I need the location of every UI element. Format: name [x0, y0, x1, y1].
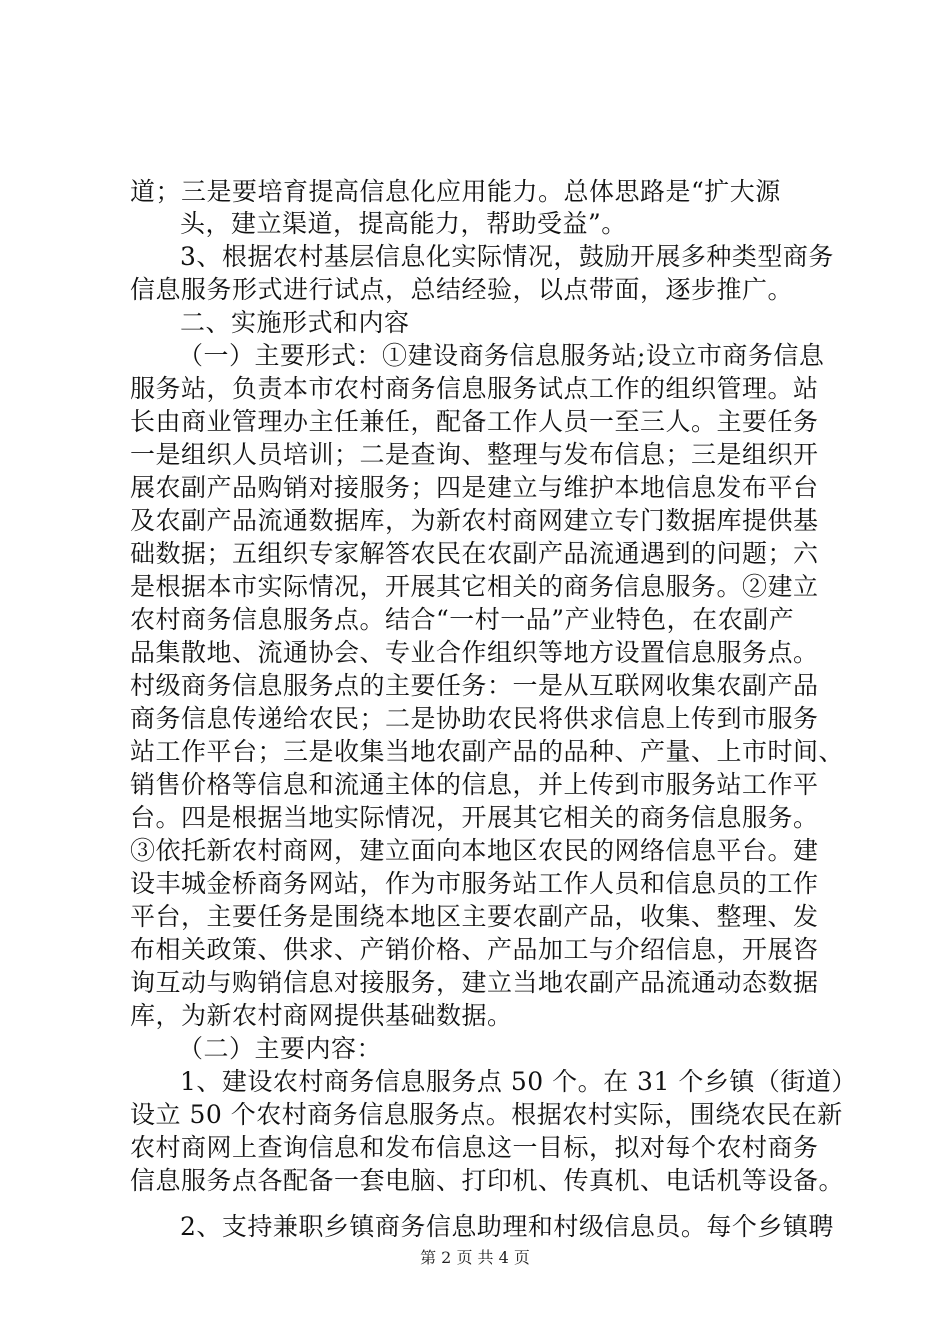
- text-line: 1、建设农村商务信息服务点 50 个。在 31 个乡镇（街道）: [180, 1067, 857, 1096]
- text-line: 3、根据农村基层信息化实际情况，鼓励开展多种类型商务: [180, 242, 834, 271]
- text-line: 展农副产品购销对接服务；四是建立与维护本地信息发布平台: [130, 473, 819, 502]
- text-line: 布相关政策、供求、产销价格、产品加工与介绍信息，开展咨: [130, 935, 819, 964]
- text-line: 长由商业管理办主任兼任，配备工作人员一至三人。主要任务: [130, 407, 819, 436]
- text-line: 库，为新农村商网提供基础数据。: [130, 1001, 513, 1030]
- text-line: ③依托新农村商网，建立面向本地区农民的网络信息平台。建: [130, 836, 819, 865]
- text-line: 商务信息传递给农民；二是协助农民将供求信息上传到市服务: [130, 704, 819, 733]
- text-line: 销售价格等信息和流通主体的信息，并上传到市服务站工作平: [130, 770, 819, 799]
- text-line: 平台，主要任务是围绕本地区主要农副产品，收集、整理、发: [130, 902, 819, 931]
- text-line: 信息服务形式进行试点，总结经验，以点带面，逐步推广。: [130, 275, 794, 304]
- text-line: 及农副产品流通数据库，为新农村商网建立专门数据库提供基: [130, 506, 819, 535]
- text-line: 设丰城金桥商务网站，作为市服务站工作人员和信息员的工作: [130, 869, 819, 898]
- text-line: 村级商务信息服务点的主要任务：一是从互联网收集农副产品: [130, 671, 819, 700]
- subsection-heading: （二）主要内容：: [178, 1034, 383, 1063]
- text-line: 是根据本市实际情况，开展其它相关的商务信息服务。②建立: [130, 572, 819, 601]
- text-line: 2、支持兼职乡镇商务信息助理和村级信息员。每个乡镇聘: [180, 1212, 834, 1241]
- text-line: （一）主要形式：①建设商务信息服务站;设立市商务信息: [178, 341, 825, 370]
- text-line: 台。四是根据当地实际情况，开展其它相关的商务信息服务。: [130, 803, 819, 832]
- text-line: 信息服务点各配备一套电脑、打印机、传真机、电话机等设备。: [130, 1166, 845, 1195]
- text-line: 农村商务信息服务点。结合“一村一品”产业特色，在农副产: [130, 605, 795, 634]
- text-line: 农村商网上查询信息和发布信息这一目标，拟对每个农村商务: [130, 1133, 819, 1162]
- text-line: 服务站，负责本市农村商务信息服务试点工作的组织管理。站: [130, 374, 819, 403]
- text-line: 设立 50 个农村商务信息服务点。根据农村实际，围绕农民在新: [130, 1100, 843, 1129]
- page-footer: 第 2 页 共 4 页: [420, 1248, 530, 1267]
- text-line: 道；三是要培育提高信息化应用能力。总体思路是“扩大源: [130, 177, 781, 206]
- text-line: 础数据；五组织专家解答农民在农副产品流通遇到的问题；六: [130, 539, 819, 568]
- text-line: 品集散地、流通协会、专业合作组织等地方设置信息服务点。: [130, 638, 819, 667]
- text-line: 一是组织人员培训；二是查询、整理与发布信息；三是组织开: [130, 440, 819, 469]
- text-line: 站工作平台；三是收集当地农副产品的品种、产量、上市时间、: [130, 737, 845, 766]
- text-line: 头，建立渠道，提高能力，帮助受益”。: [180, 209, 627, 238]
- text-line: 询互动与购销信息对接服务，建立当地农副产品流通动态数据: [130, 968, 819, 997]
- section-heading: 二、实施形式和内容: [180, 308, 410, 337]
